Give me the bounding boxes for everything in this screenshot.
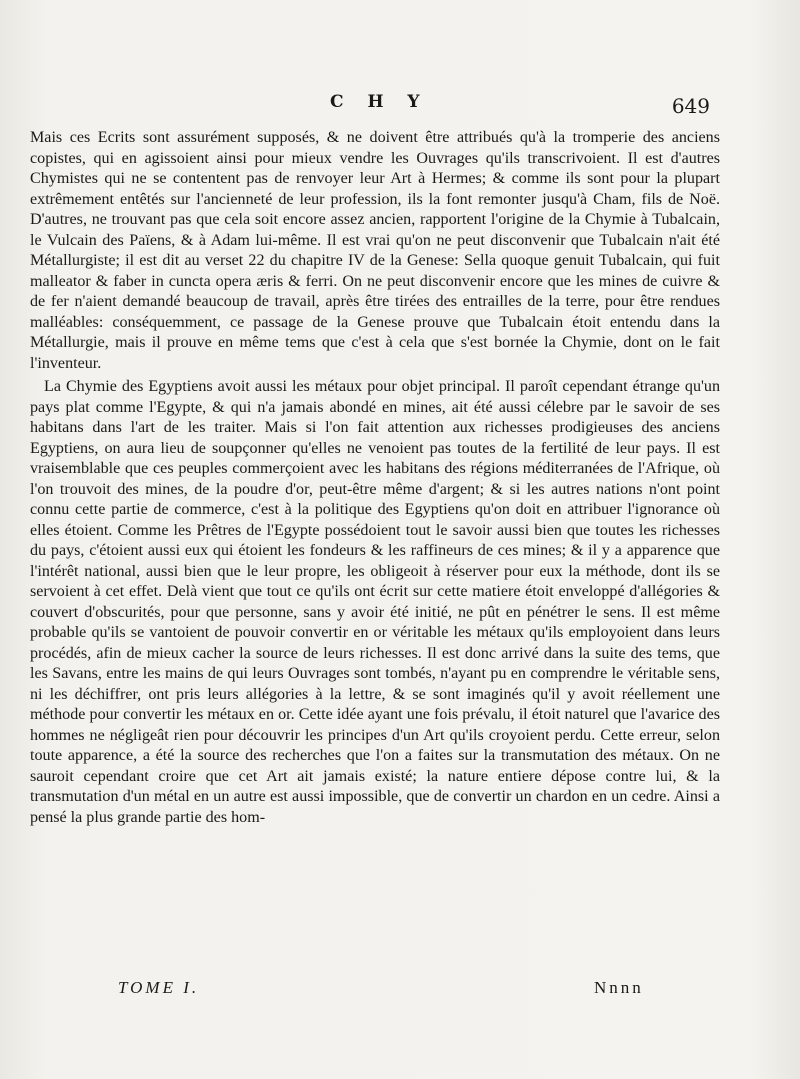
paragraph-2: La Chymie des Egyptiens avoit aussi les métaux pour objet principal. Il paroît cependant étrange qu'un pays plat comme l'Egypte, & qui n'a jamais abondé en mines, ait été aussi célebre par le savoir de ses habitans dans l'art de les traiter. Mais si l'on fait attention aux richesses prodigieuses des anciens Egyptiens, on aura lieu de soupçonner qu'elles ne venoient pas toutes de la fertilité de leur pays. Il est vraisemblable que ces peuples commerçoient avec les habitans des régions méditerranées de l'Afrique, où l'on trouvoit des mines, de la poudre d'or, peut-être même d'argent; & si les autres nations n'ont point connu cette partie de commerce, c'est à la politique des Egyptiens qu'on doit en attribuer l'ignorance où elles étoient. Comme les Prêtres de l'Egypte possédoient tout le savoir aussi bien que toutes les richesses du pays, c'étoient aussi eux qui étoient les fondeurs & les raffineurs de ces mines; & il y a apparence que l'intérêt national, aussi bien que le leur propre, les obligeoit à réserver pour eux la méthode, dont ils se servoient à cet effet. Delà vient que tout ce qu'ils ont écrit sur cette matiere étoit enveloppé d'allégories & couvert d'obscurités, pour que personne, sans y avoir été initié, ne pût en pénétrer le sens. Il est même probable qu'ils se vantoient de pouvoir convertir en or véritable les métaux qu'ils employoient dans leurs procédés, afin de mieux cacher la source de leurs richesses. Il est donc arrivé dans la suite des tems, que les Savans, entre les mains de qui leurs Ouvrages sont tombés, n'ayant pu en comprendre le véritable sens, ni les déchiffrer, ont pris leurs allégories à la lettre, & se sont imaginés qu'il y avoit réellement une méthode pour convertir les métaux en or. Cette idée ayant une fois prévalu, il étoit naturel que l'avarice des hommes ne négligeât rien pour découvrir les principes d'un Art qu'ils croyoient perdu. Cette erreur, selon toute apparence, a été la source des recherches que l'on a faites sur la transmutation des métaux. On ne sauroit cependant croire que cet Art ait jamais existé; la nature entiere dépose contre lui, & la transmutation d'un métal en un autre est aussi impossible, que de convertir un chardon en un cedre. Ainsi a pensé la plus grande partie des hom- bbox=[30, 378, 720, 826]
page-number: 649 bbox=[671, 94, 710, 118]
page-footer bbox=[0, 978, 800, 1002]
signature-mark: Nnnn bbox=[594, 978, 644, 997]
body-text bbox=[30, 128, 720, 828]
page-header bbox=[0, 92, 800, 122]
paragraph-1: Mais ces Ecrits sont assurément supposés, & ne doivent être attribués qu'à la tromperie des anciens copistes, qui en agissoient ainsi pour mieux vendre les Ouvrages qu'ils transcrivoient. Il est d'autres Chymistes qui ne se contentent pas de renvoyer leur Art à Hermes; & comme ils sont pour la plupart extrêmement entêtés sur l'ancienneté de leur profession, ils la font remonter jusqu'à Cham, fils de Noë. D'autres, ne trouvant pas que cela soit encore assez ancien, rapportent l'origine de la Chymie à Tubalcain, le Vulcain des Païens, & à Adam lui-même. Il est vrai qu'on ne peut disconvenir que Tubalcain n'ait été Métallurgiste; il est dit au verset 22 du chapitre IV de la Genese: Sella quoque genuit Tubalcain, qui fuit malleator & faber in cuncta opera æris & ferri. On ne peut disconvenir encore que les mines de cuivre & de fer n'aient demandé beaucoup de travail, après être tirées des entrailles de la terre, pour être rendues malléables: conséquemment, ce passage de la Genese prouve que Tubalcain étoit entendu dans la Métallurgie, mais il prouve en même tems que c'est à cela que s'est bornée la Chymie, dont on le fait l'inventeur. bbox=[30, 129, 720, 372]
volume-label: TOME I. bbox=[118, 978, 200, 997]
running-head: C H Y bbox=[330, 92, 429, 112]
